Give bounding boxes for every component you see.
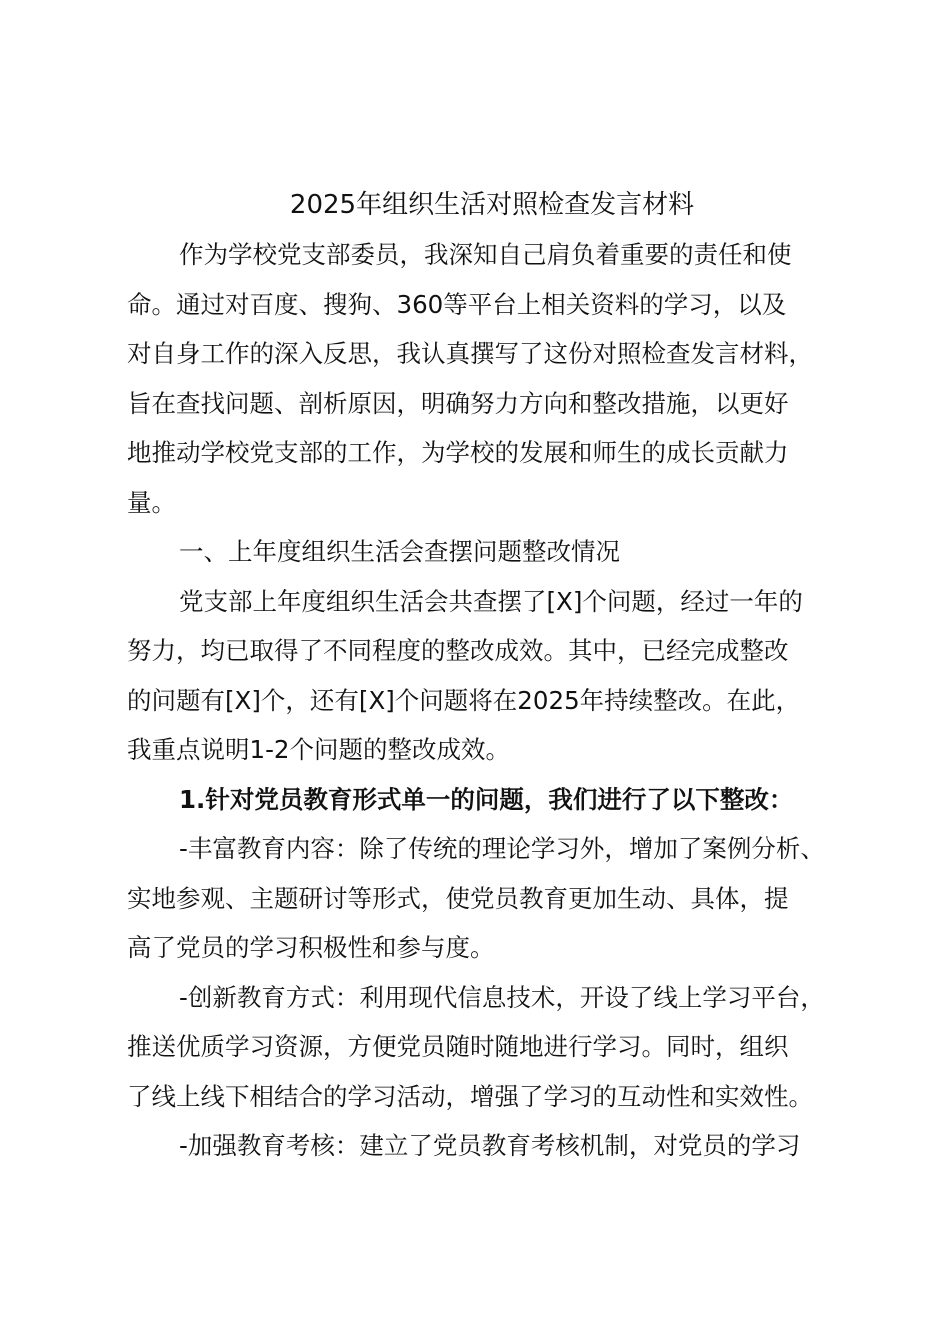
text-line: 命。通过对百度、搜狗、360等平台上相关资料的学习，以及: [127, 289, 787, 319]
text-line: 旨在查找问题、剖析原因，明确努力方向和整改措施，以更好: [127, 388, 789, 418]
text-line: -丰富教育内容：除了传统的理论学习外，增加了案例分析、: [179, 834, 825, 863]
text-line: 推送优质学习资源，方便党员随时随地进行学习。同时，组织: [127, 1032, 789, 1061]
text-line: 我重点说明1-2个问题的整改成效。: [127, 735, 511, 764]
text-line: 党支部上年度组织生活会共查摆了[X]个问题，经过一年的: [179, 586, 803, 616]
document-body: [127, 180, 857, 1171]
text-line: 实地参观、主题研讨等形式，使党员教育更加生动、具体，提: [127, 883, 789, 913]
text-line: 量。: [127, 487, 176, 517]
intro-paragraph: [127, 230, 857, 527]
text-line: 高了党员的学习积极性和参与度。: [127, 933, 495, 962]
text-line: 作为学校党支部委员，我深知自己肩负着重要的责任和使: [179, 240, 792, 269]
text-line: 了线上线下相结合的学习活动，增强了学习的互动性和实效性。: [127, 1081, 813, 1111]
section-paragraph: [127, 577, 857, 775]
subheading: 1.针对党员教育形式单一的问题，我们进行了以下整改：: [179, 784, 794, 814]
text-line: -加强教育考核：建立了党员教育考核机制，对党员的学习: [179, 1131, 801, 1160]
section-heading: 一、上年度组织生活会查摆问题整改情况: [179, 537, 620, 566]
item-paragraph: [127, 824, 857, 973]
document-title: 2025年组织生活对照检查发言材料: [289, 190, 695, 220]
item-paragraph: [127, 1121, 857, 1171]
item-paragraph: [127, 973, 857, 1122]
text-line: 努力，均已取得了不同程度的整改成效。其中，已经完成整改: [127, 636, 789, 665]
text-line: 地推动学校党支部的工作，为学校的发展和师生的成长贡献力: [127, 438, 789, 467]
text-line: -创新教育方式：利用现代信息技术，开设了线上学习平台，: [179, 982, 825, 1012]
text-line: 对自身工作的深入反思，我认真撰写了这份对照检查发言材料，: [127, 339, 813, 368]
text-line: 的问题有[X]个，还有[X]个问题将在2025年持续整改。在此，: [127, 685, 801, 715]
